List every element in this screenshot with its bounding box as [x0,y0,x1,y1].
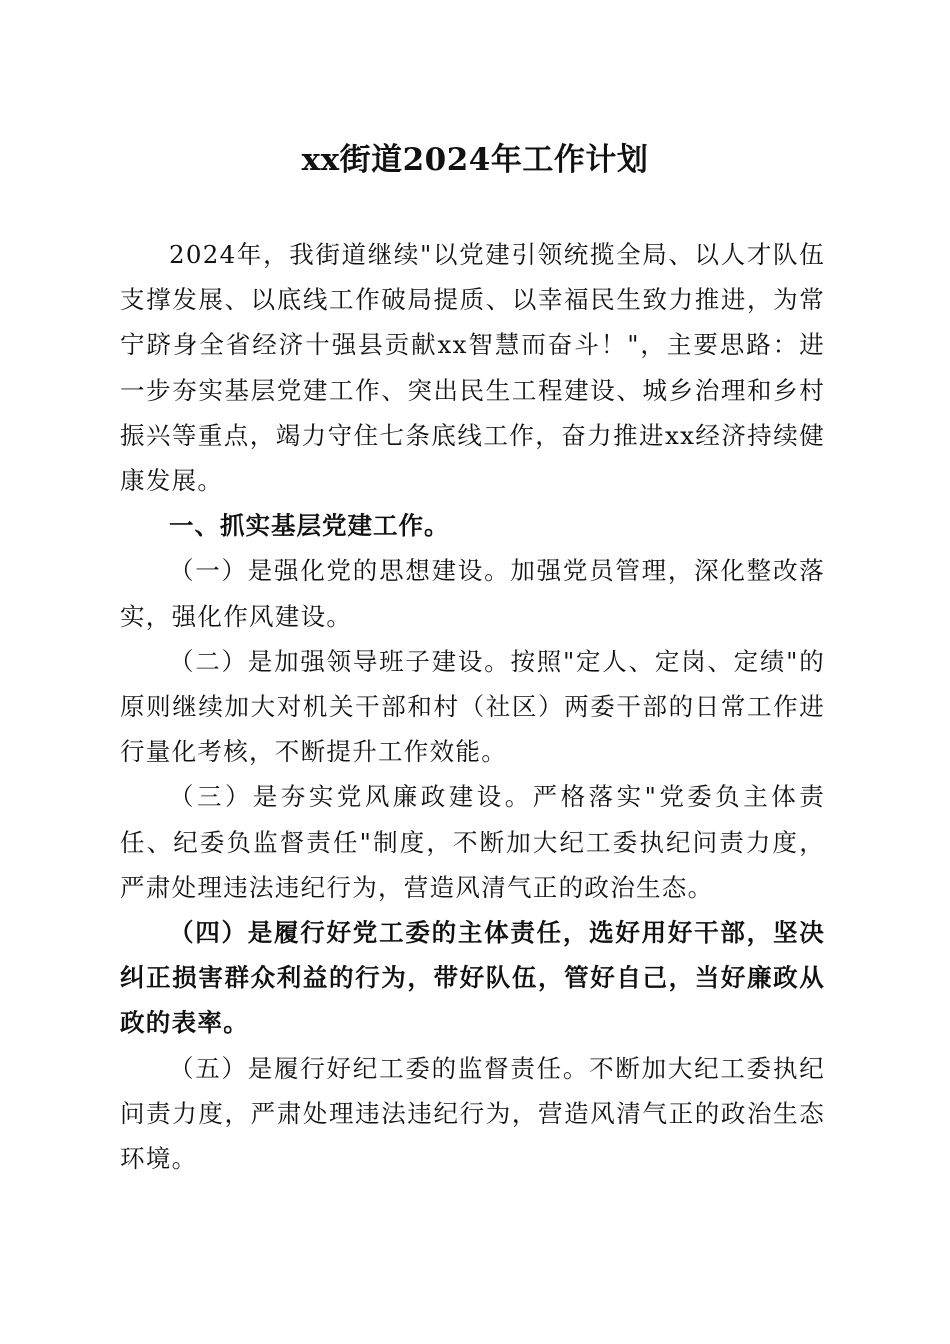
list-item: （二）是加强领导班子建设。按照"定人、定岗、定绩"的原则继续加大对机关干部和村（社区）两委干部的日常工作进行量化考核，不断提升工作效能。 [120,646,825,767]
list-item: （五）是履行好纪工委的监督责任。不断加大纪工委执纪问责力度，严肃处理违法违纪行为，营造风清气正的政治生态环境。 [120,1053,825,1174]
list-item: （一）是强化党的思想建设。加强党员管理，深化整改落实，强化作风建设。 [120,556,825,631]
intro-paragraph: 2024年，我街道继续"以党建引领统揽全局、以人才队伍支撑发展、以底线工作破局提质、以幸福民生致力推进，为常宁跻身全省经济十强县贡献xx智慧而奋斗！"，主要思路：进一步夯实基层党建工作、突出民生工程建设、城乡治理和乡村振兴等重点，竭力守住七条底线工作，奋力推进xx经济持续健康发展。 [120,240,825,496]
list-item: （四）是履行好党工委的主体责任，选好用好干部，坚决纠正损害群众利益的行为，带好队伍，管好自己，当好廉政从政的表率。 [120,918,825,1038]
section-heading: 一、抓实基层党建工作。 [169,511,450,541]
document-body [120,232,825,1181]
document-title: xx街道2024年工作计划 [301,142,649,178]
list-item: （三）是夯实党风廉政建设。严格落实"党委负主体责任、纪委负监督责任"制度，不断加大纪工委执纪问责力度，严肃处理违法违纪行为，营造风清气正的政治生态。 [120,782,825,902]
